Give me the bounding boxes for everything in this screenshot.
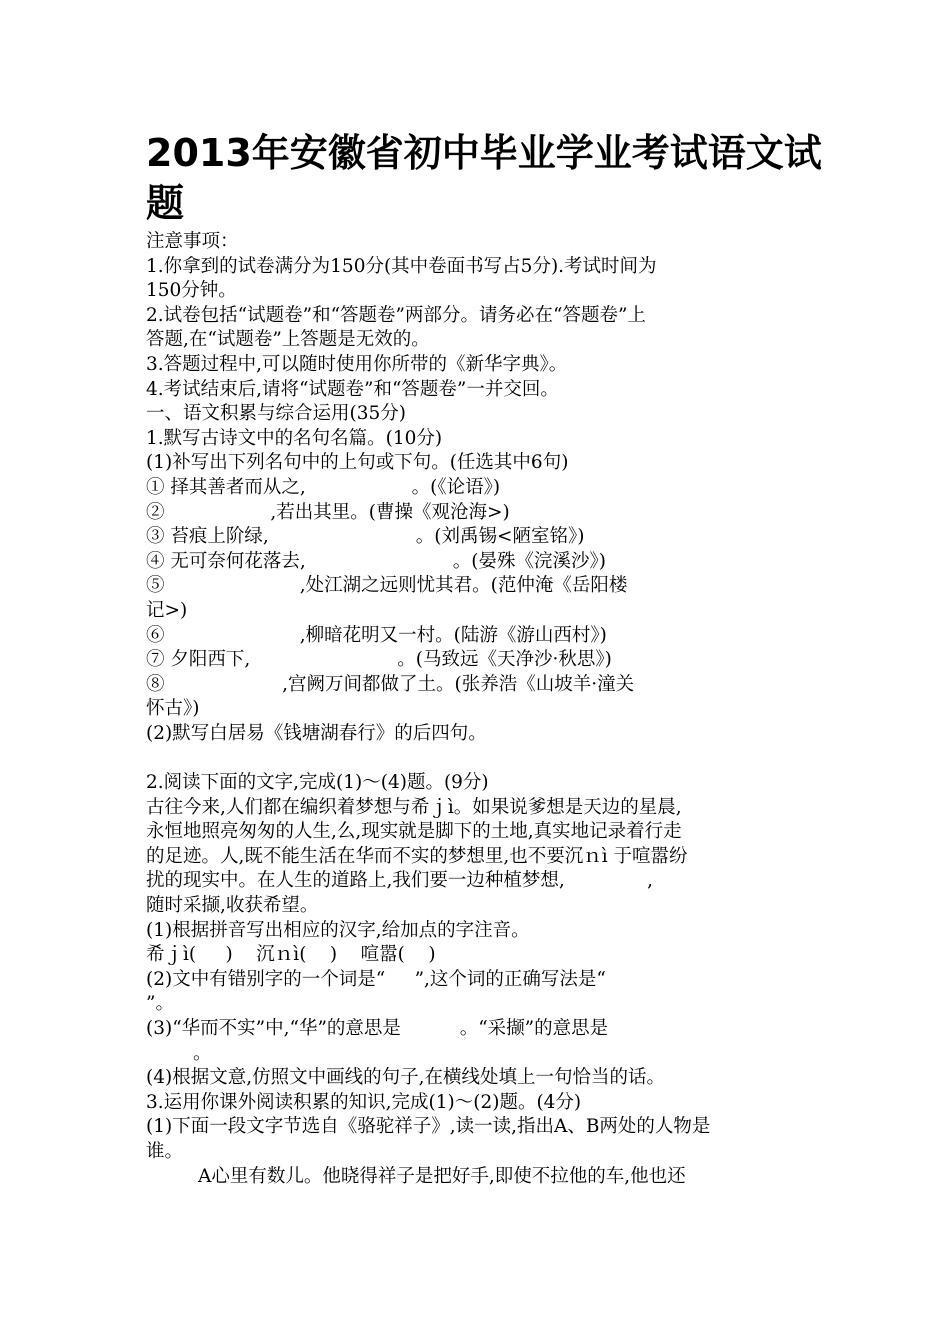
text-line: 答题,在“试题卷”上答题是无效的。 bbox=[146, 329, 430, 351]
fill-in-item: ⑦ 夕阳西下, 。(马致远《天净沙·秋思》) bbox=[146, 649, 612, 671]
text-line: 1.你拿到的试卷满分为150分(其中卷面书写占5分).考试时间为 bbox=[146, 255, 657, 277]
fill-in-item: ⑤ ,处江湖之远则忧其君。(范仲淹《岳阳楼 bbox=[146, 575, 628, 597]
question-heading: 3.运用你课外阅读积累的知识,完成(1)～(2)题。(4分) bbox=[146, 1091, 582, 1113]
text-line: 记>) bbox=[146, 599, 188, 621]
text-line: 。 bbox=[146, 1042, 212, 1064]
fill-in-item: ④ 无可奈何花落去, 。(晏殊《浣溪沙》) bbox=[146, 550, 606, 572]
text-line: (2)默写白居易《钱塘湖春行》的后四句。 bbox=[146, 722, 487, 744]
question-heading: 2.阅读下面的文字,完成(1)～(4)题。(9分) bbox=[146, 772, 489, 794]
text-line: ”。 bbox=[146, 993, 174, 1015]
fill-in-item: ① 择其善者而从之, 。(《论语》) bbox=[146, 476, 501, 498]
passage-line: 古往今来,人们都在编织着梦想与希ｊì。如果说爹想是天边的星晨, bbox=[146, 796, 682, 818]
fill-in-item: ② ,若出其里。(曹操《观沧海>) bbox=[146, 501, 510, 523]
blank-line bbox=[146, 746, 811, 771]
question-heading: 1.默写古诗文中的名句名篇。(10分) bbox=[146, 427, 443, 449]
text-line: (3)“华而不实”中,“华”的意思是 。“采撷”的意思是 bbox=[146, 1018, 609, 1039]
passage-line: 随时采撷,收获希望。 bbox=[146, 895, 319, 917]
text-line: 注意事项： bbox=[146, 231, 239, 252]
text-line: 谁。 bbox=[146, 1140, 184, 1162]
fill-in-item: ⑧ ,宫阙万间都做了土。(张养浩《山坡羊·潼关 bbox=[146, 673, 635, 695]
section-heading: 一、语文积累与综合运用(35分) bbox=[146, 403, 406, 425]
document-body bbox=[146, 230, 811, 1189]
text-line: 4.考试结束后,请将“试题卷”和“答题卷”一并交回。 bbox=[146, 378, 559, 400]
passage-line: 扰的现实中。在人生的道路上,我们要一边种植梦想, , bbox=[146, 870, 653, 892]
text-line: (1)补写出下列名句中的上句或下句。(任选其中6句) bbox=[146, 452, 569, 474]
passage-line: 的足迹。人,既不能生活在华而不实的梦想里,也不要沉ｎì 于喧嚣纷 bbox=[146, 845, 688, 867]
fill-in-item: ③ 苔痕上阶绿, 。(刘禹锡<陋室铭》) bbox=[146, 526, 585, 548]
text-line: (1)下面一段文字节选自《骆驼祥子》,读一读,指出A、B两处的人物是 bbox=[146, 1116, 711, 1138]
excerpt-line: A心里有数儿。他晓得祥子是把好手,即使不拉他的车,他也还 bbox=[198, 1165, 686, 1187]
text-line: 2.试卷包括“试题卷”和“答题卷”两部分。请务必在“答题卷”上 bbox=[146, 304, 646, 326]
text-line: 希ｊì( ) 沉ｎì( ) 喧嚣( ) bbox=[146, 944, 436, 966]
text-line: 怀古》) bbox=[146, 698, 200, 720]
page-title: 2013年安徽省初中毕业学业考试语文试题 bbox=[146, 131, 822, 225]
text-line: 3.答题过程中,可以随时使用你所带的《新华字典》。 bbox=[146, 353, 568, 375]
fill-in-item: ⑥ ,柳暗花明又一村。(陆游《游山西村》) bbox=[146, 624, 607, 646]
text-line: (2)文中有错别字的一个词是“ ”,这个词的正确写法是“ bbox=[146, 968, 606, 990]
passage-line: 永恒地照亮匆匆的人生,么,现实就是脚下的土地,真实地记录着行走 bbox=[146, 821, 682, 843]
text-line: 150分钟。 bbox=[146, 280, 237, 302]
text-line: (1)根据拼音写出相应的汉字,给加点的字注音。 bbox=[146, 919, 530, 941]
text-line: (4)根据文意,仿照文中画线的句子,在横线处填上一句恰当的话。 bbox=[146, 1067, 665, 1089]
